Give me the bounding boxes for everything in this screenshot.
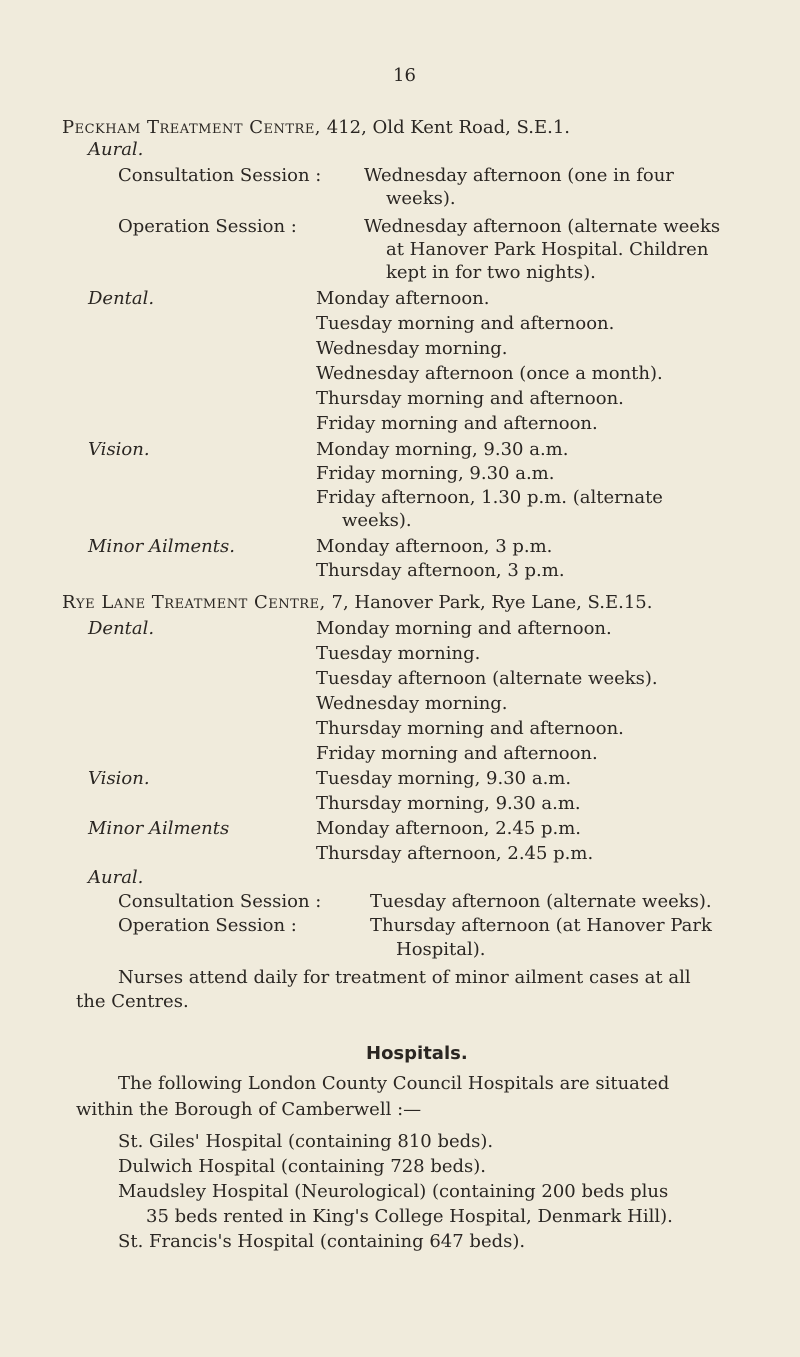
rye-vision-item: Thursday morning, 9.30 a.m. <box>316 793 581 814</box>
peckham-vision-label: Vision. <box>88 439 150 460</box>
peckham-minor-item: Thursday afternoon, 3 p.m. <box>316 560 565 581</box>
hospital-list-item: Dulwich Hospital (containing 728 beds). <box>118 1156 487 1177</box>
rye-heading: Rye Lane Treatment Centre, <box>62 592 326 613</box>
peckham-consultation-value-cont: weeks). <box>386 188 456 209</box>
peckham-dental-item: Monday afternoon. <box>316 288 490 309</box>
rye-minor-label: Minor Ailments <box>88 818 230 839</box>
peckham-dental-item: Wednesday morning. <box>316 338 508 359</box>
peckham-operation-value: Wednesday afternoon (alternate weeks <box>364 216 721 237</box>
rye-address: 7, Hanover Park, Rye Lane, S.E.15. <box>325 592 653 613</box>
peckham-minor-label: Minor Ailments. <box>88 536 235 557</box>
rye-aural-label: Aural. <box>88 867 144 888</box>
rye-dental-item: Tuesday morning. <box>316 643 481 664</box>
peckham-dental-item: Friday morning and afternoon. <box>316 413 598 434</box>
peckham-minor-item: Monday afternoon, 3 p.m. <box>316 536 553 557</box>
rye-dental-item: Friday morning and afternoon. <box>316 743 598 764</box>
peckham-dental-item: Wednesday afternoon (once a month). <box>316 363 663 384</box>
peckham-heading-line <box>62 116 570 140</box>
nurses-paragraph-line: Nurses attend daily for treatment of minor ailment cases at all <box>118 967 691 988</box>
hospitals-intro-line: The following London County Council Hospitals are situated <box>118 1073 670 1094</box>
hospital-list-item: Maudsley Hospital (Neurological) (containing 200 beds plus <box>118 1181 669 1202</box>
hospital-list-item-cont: 35 beds rented in King's College Hospital, Denmark Hill). <box>146 1206 673 1227</box>
rye-operation-label: Operation Session : <box>118 915 297 936</box>
peckham-heading: Peckham Treatment Centre, <box>62 117 322 138</box>
peckham-dental-item: Thursday morning and afternoon. <box>316 388 624 409</box>
peckham-vision-item: Monday morning, 9.30 a.m. <box>316 439 569 460</box>
peckham-dental-item: Tuesday morning and afternoon. <box>316 313 615 334</box>
rye-dental-label: Dental. <box>88 618 155 639</box>
rye-vision-item: Tuesday morning, 9.30 a.m. <box>316 768 572 789</box>
rye-dental-item: Thursday morning and afternoon. <box>316 718 624 739</box>
peckham-vision-item-cont: weeks). <box>342 510 412 531</box>
peckham-vision-item: Friday morning, 9.30 a.m. <box>316 463 555 484</box>
peckham-operation-label: Operation Session : <box>118 216 297 237</box>
peckham-operation-value-cont: kept in for two nights). <box>386 262 596 283</box>
peckham-dental-label: Dental. <box>88 288 155 309</box>
hospitals-intro-line: within the Borough of Camberwell :— <box>76 1099 422 1120</box>
peckham-operation-value-cont: at Hanover Park Hospital. Children <box>386 239 709 260</box>
peckham-vision-item: Friday afternoon, 1.30 p.m. (alternate <box>316 487 663 508</box>
peckham-consultation-value: Wednesday afternoon (one in four <box>364 165 674 186</box>
rye-dental-item: Tuesday afternoon (alternate weeks). <box>316 668 658 689</box>
rye-heading-line <box>62 591 652 615</box>
rye-dental-item: Monday morning and afternoon. <box>316 618 612 639</box>
rye-minor-item: Monday afternoon, 2.45 p.m. <box>316 818 582 839</box>
hospitals-title: Hospitals. <box>366 1043 468 1064</box>
rye-vision-label: Vision. <box>88 768 150 789</box>
peckham-consultation-label: Consultation Session : <box>118 165 322 186</box>
hospital-list-item: St. Giles' Hospital (containing 810 beds). <box>118 1131 494 1152</box>
peckham-aural-label: Aural. <box>88 139 144 160</box>
rye-dental-item: Wednesday morning. <box>316 693 508 714</box>
page-number: 16 <box>393 65 416 86</box>
rye-operation-value: Thursday afternoon (at Hanover Park <box>370 915 712 936</box>
rye-consultation-label: Consultation Session : <box>118 891 322 912</box>
peckham-address: 412, Old Kent Road, S.E.1. <box>321 117 571 138</box>
rye-consultation-value: Tuesday afternoon (alternate weeks). <box>370 891 712 912</box>
hospital-list-item: St. Francis's Hospital (containing 647 beds). <box>118 1231 526 1252</box>
nurses-paragraph-line: the Centres. <box>76 991 189 1012</box>
rye-operation-value-cont: Hospital). <box>396 939 486 960</box>
rye-minor-item: Thursday afternoon, 2.45 p.m. <box>316 843 594 864</box>
